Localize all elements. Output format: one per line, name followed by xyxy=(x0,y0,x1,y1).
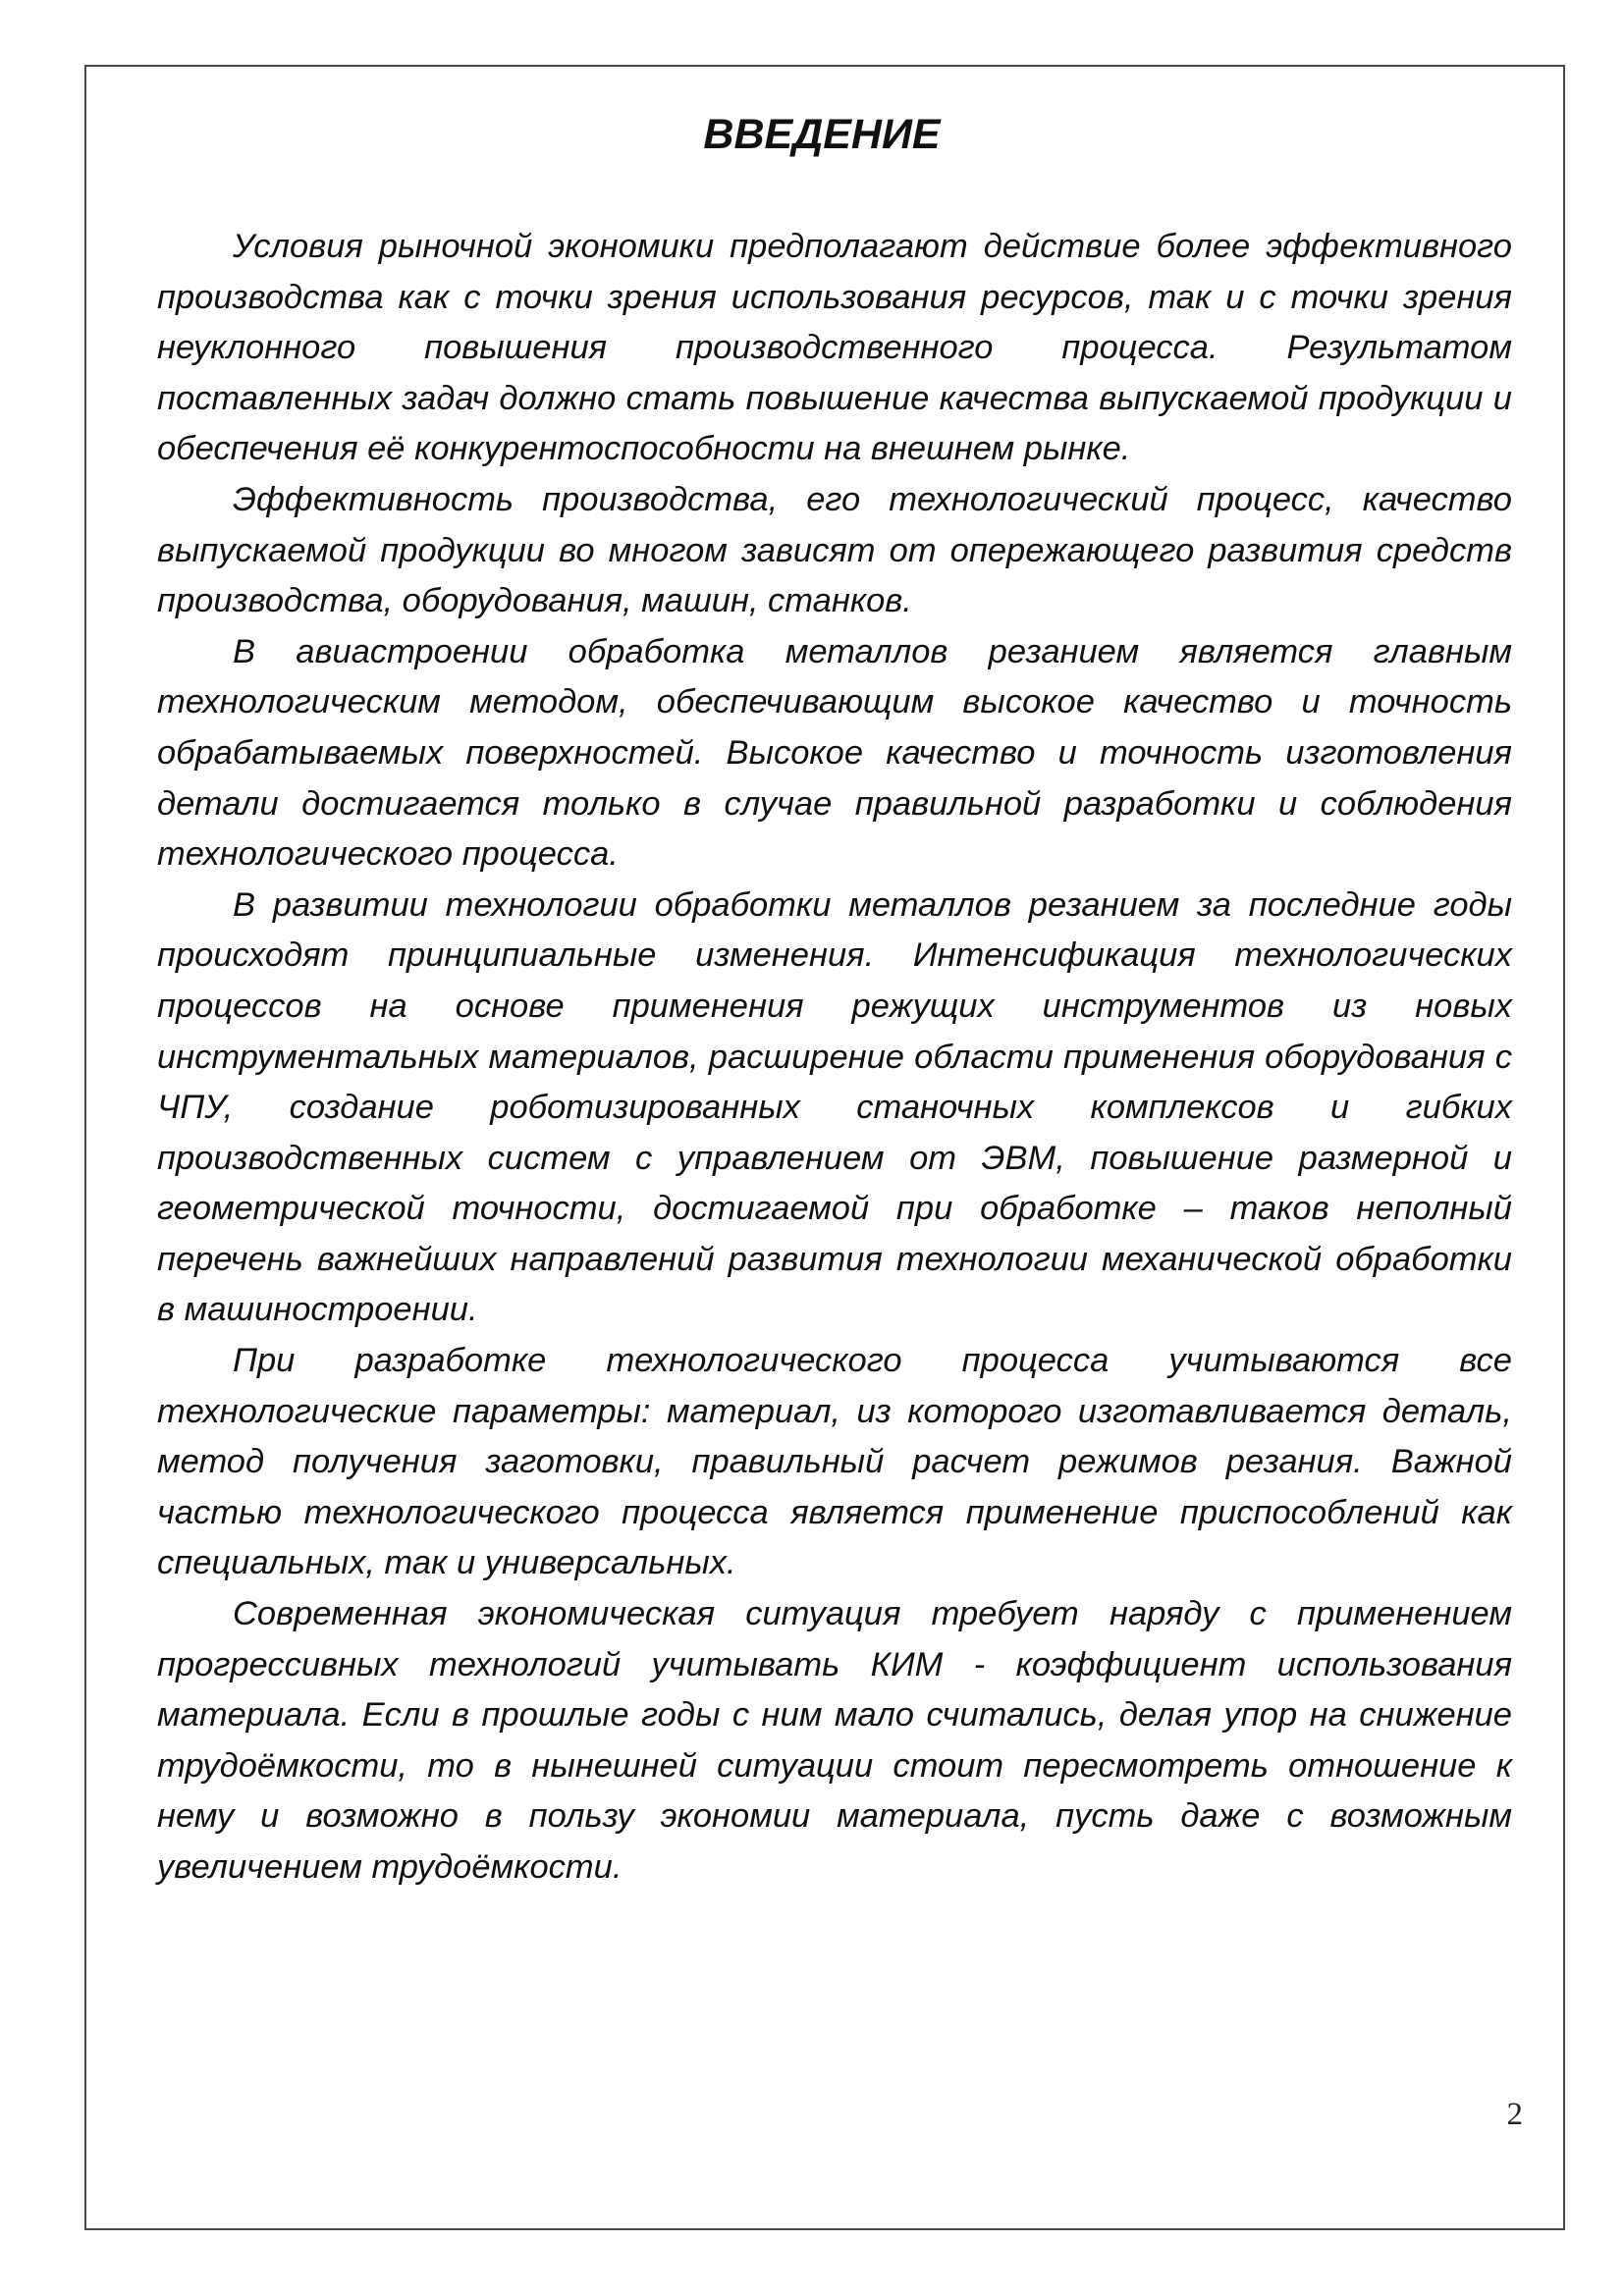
paragraph-6: Современная экономическая ситуация требует наряду с применением прогрессивных технологий учитывать КИМ - коэффициент использования материала. Если в прошлые годы с ним мало считались, делая упор на снижение трудоёмкости, то в нынешней ситуации стоит пересмотреть отношение к нему и возможно в пользу экономии материала, пусть даже с возможным увеличением трудоёмкости. xyxy=(157,1595,1512,1886)
paragraph-2: Эффективность производства, его технологический процесс, качество выпускаемой продукции во многом зависят от опережающего развития средств производства, оборудования, машин, станков. xyxy=(157,480,1512,620)
paragraph-3: В авиастроении обработка металлов резанием является главным технологическим методом, обеспечивающим высокое качество и точность обрабатываемых поверхностей. Высокое качество и точность изготовления детали достигается только в случае правильной разработки и соблюдения технологического процесса. xyxy=(157,632,1512,874)
page-number: 2 xyxy=(1506,2097,1523,2132)
paragraph-4: В развитии технологии обработки металлов резанием за последние годы происходят принципиальные изменения. Интенсификация технологических процессов на основе применения режущих инструментов из новых инструментальных материалов, расширение области применения оборудования с ЧПУ, создание роботизированных станочных комплексов и гибких производственных систем с управлением от ЭВМ, повышение размерной и геометрической точности, достигаемой при обработке – таков неполный перечень важнейших направлений развития технологии механической обработки в машиностроении. xyxy=(157,885,1512,1329)
paragraph-5: При разработке технологического процесса учитываются все технологические параметры: материал, из которого изготавливается деталь, метод получения заготовки, правильный расчет режимов резания. Важной частью технологического процесса является применение приспособлений как специальных, так и универсальных. xyxy=(157,1342,1512,1582)
page-title: ВВЕДЕНИЕ xyxy=(703,111,941,158)
document-body xyxy=(157,222,1512,1894)
paragraph-1: Условия рыночной экономики предполагают действие более эффективного производства как с точки зрения использования ресурсов, так и с точки зрения неуклонного повышения производственного процесса. Результатом поставленных задач должно стать повышение качества выпускаемой продукции и обеспечения её конкурентоспособности на внешнем рынке. xyxy=(157,228,1512,468)
